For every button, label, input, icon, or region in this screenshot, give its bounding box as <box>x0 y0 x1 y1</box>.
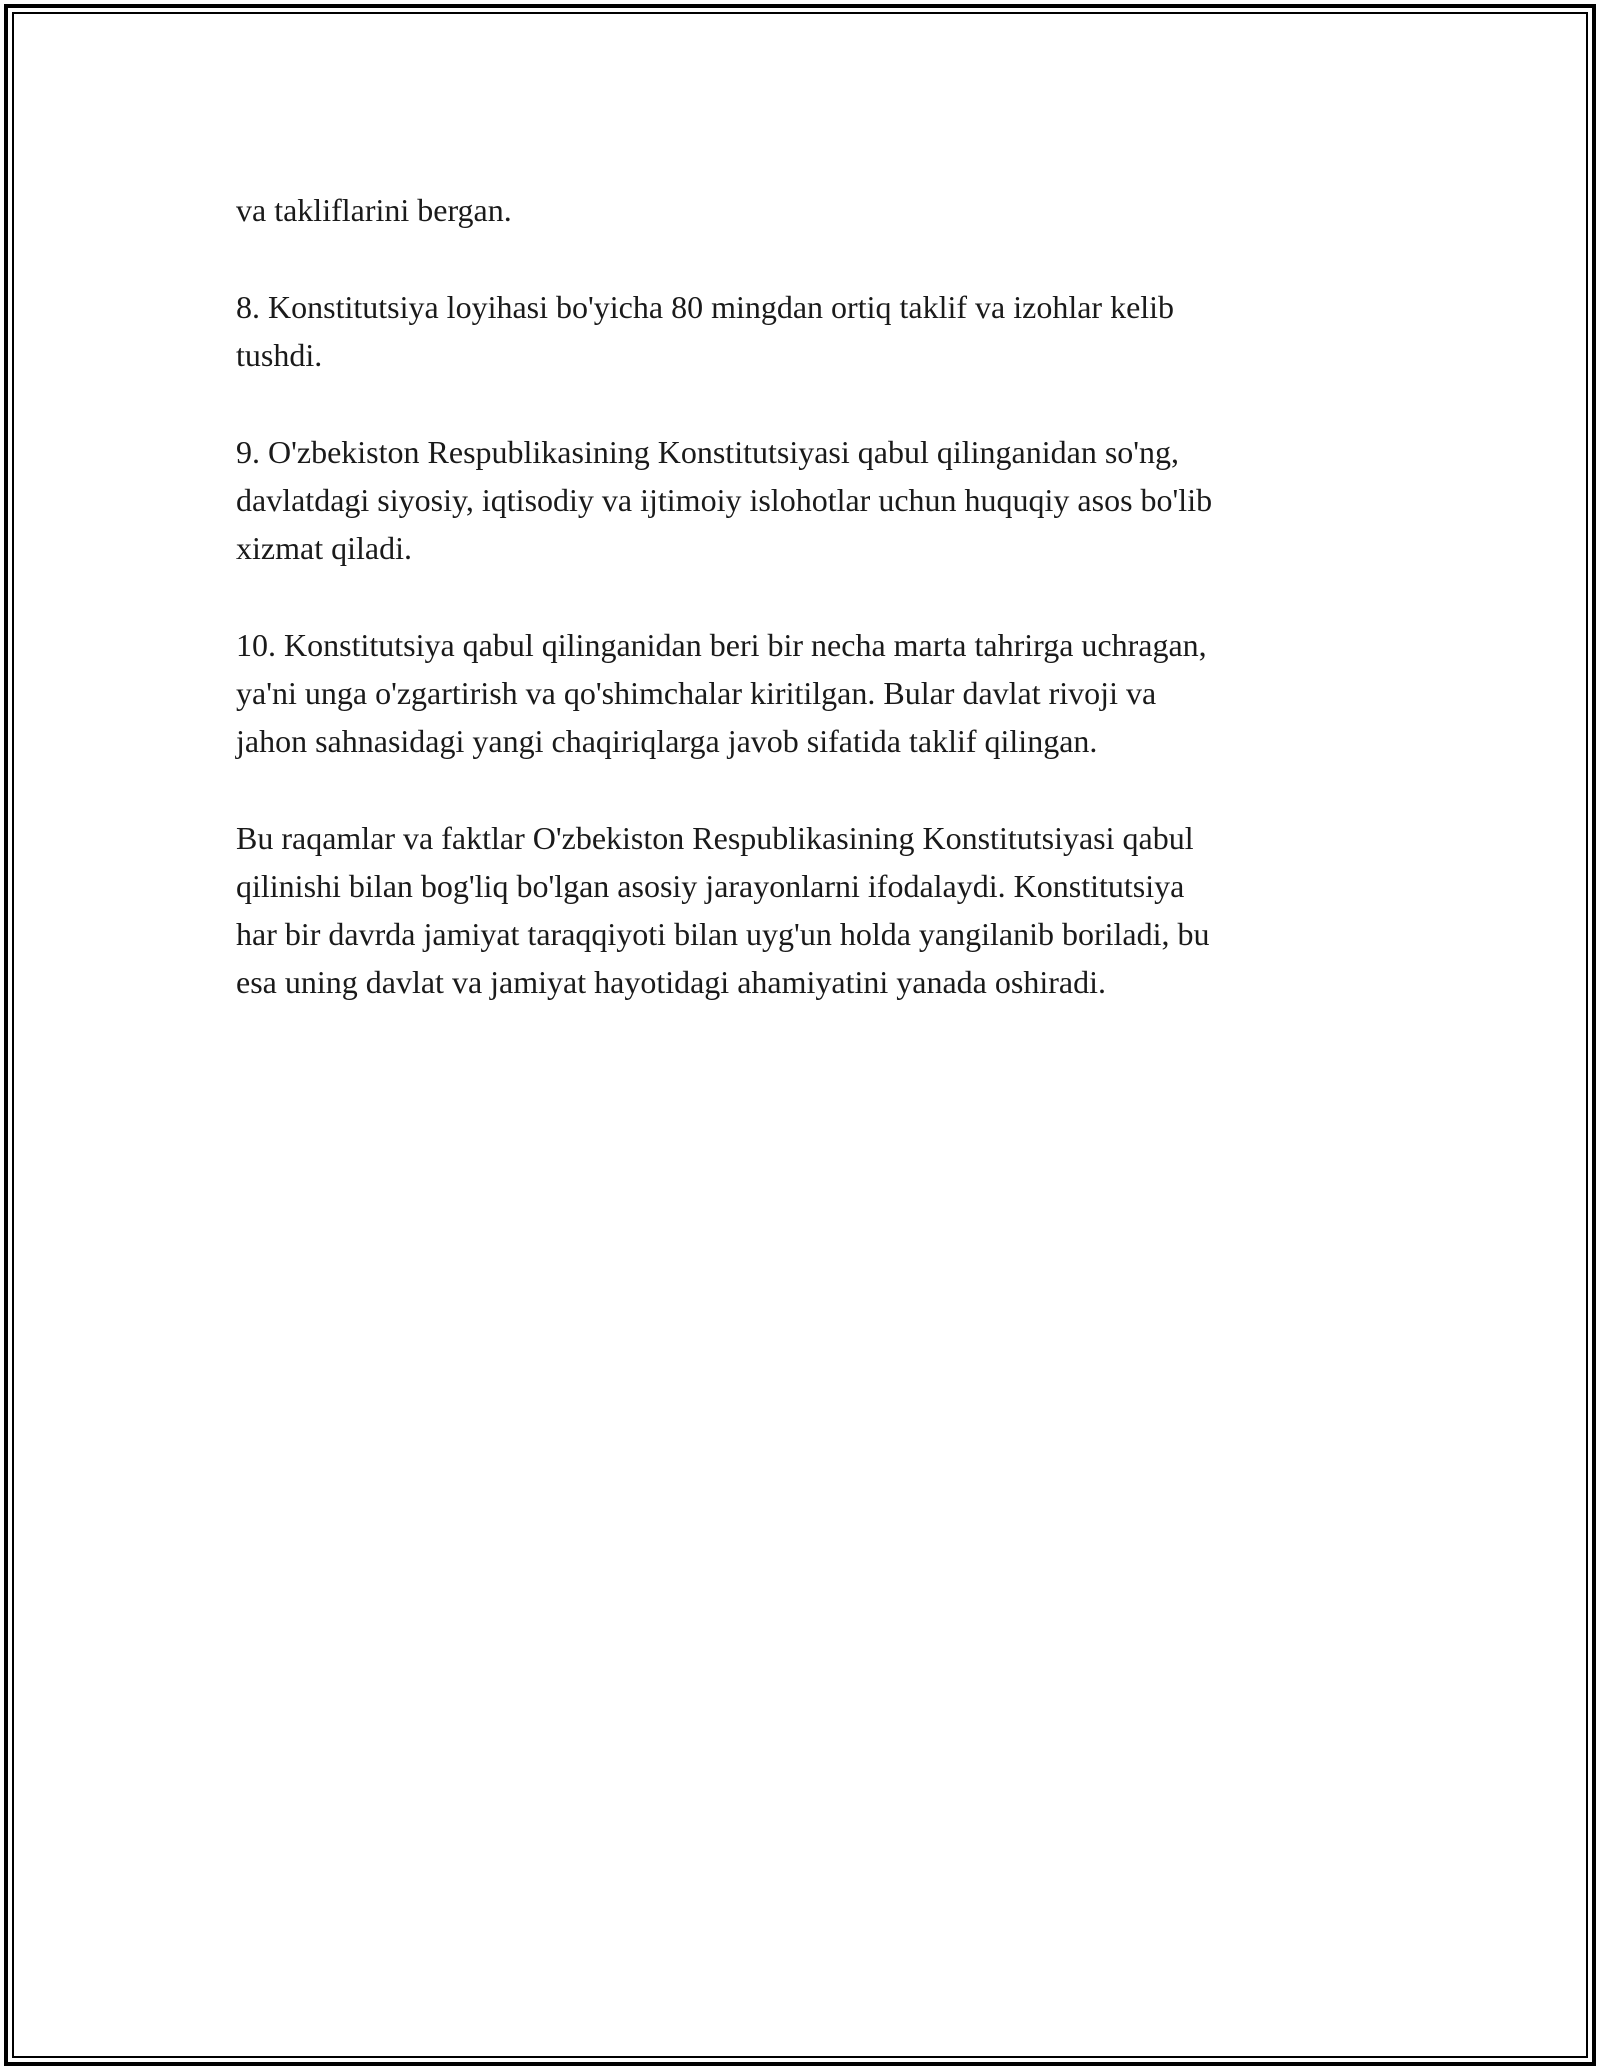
paragraph-conclusion: Bu raqamlar va faktlar O'zbekiston Respublikasining Konstitutsiyasi qabul qilinishi bilan bog'liq bo'lgan asosiy jarayonlarni ifodalaydi. Konstitutsiya har bir davrda jamiyat taraqqiyoti bilan uyg'un holda yangilanib boriladi, bu esa uning davlat va jamiyat hayotidagi ahamiyatini yanada oshiradi. <box>236 820 1210 1000</box>
paragraph-item-8: 8. Konstitutsiya loyihasi bo'yicha 80 mingdan ortiq taklif va izohlar kelib tushdi. <box>236 289 1175 373</box>
paragraph-continuation: va takliflarini bergan. <box>236 192 512 228</box>
paragraph-item-9: 9. O'zbekiston Respublikasining Konstitutsiyasi qabul qilinganidan so'ng, davlatdagi siyosiy, iqtisodiy va ijtimoiy islohotlar uchun huquqiy asos bo'lib xizmat qiladi. <box>236 434 1213 566</box>
paragraph-item-10: 10. Konstitutsiya qabul qilinganidan beri bir necha marta tahrirga uchragan, ya'ni unga o'zgartirish va qo'shimchalar kiritilgan. Bular davlat rivoji va jahon sahnasidagi yangi chaqiriqlarga javob sifatida taklif qilingan. <box>236 627 1207 759</box>
document-body <box>236 186 1376 1055</box>
